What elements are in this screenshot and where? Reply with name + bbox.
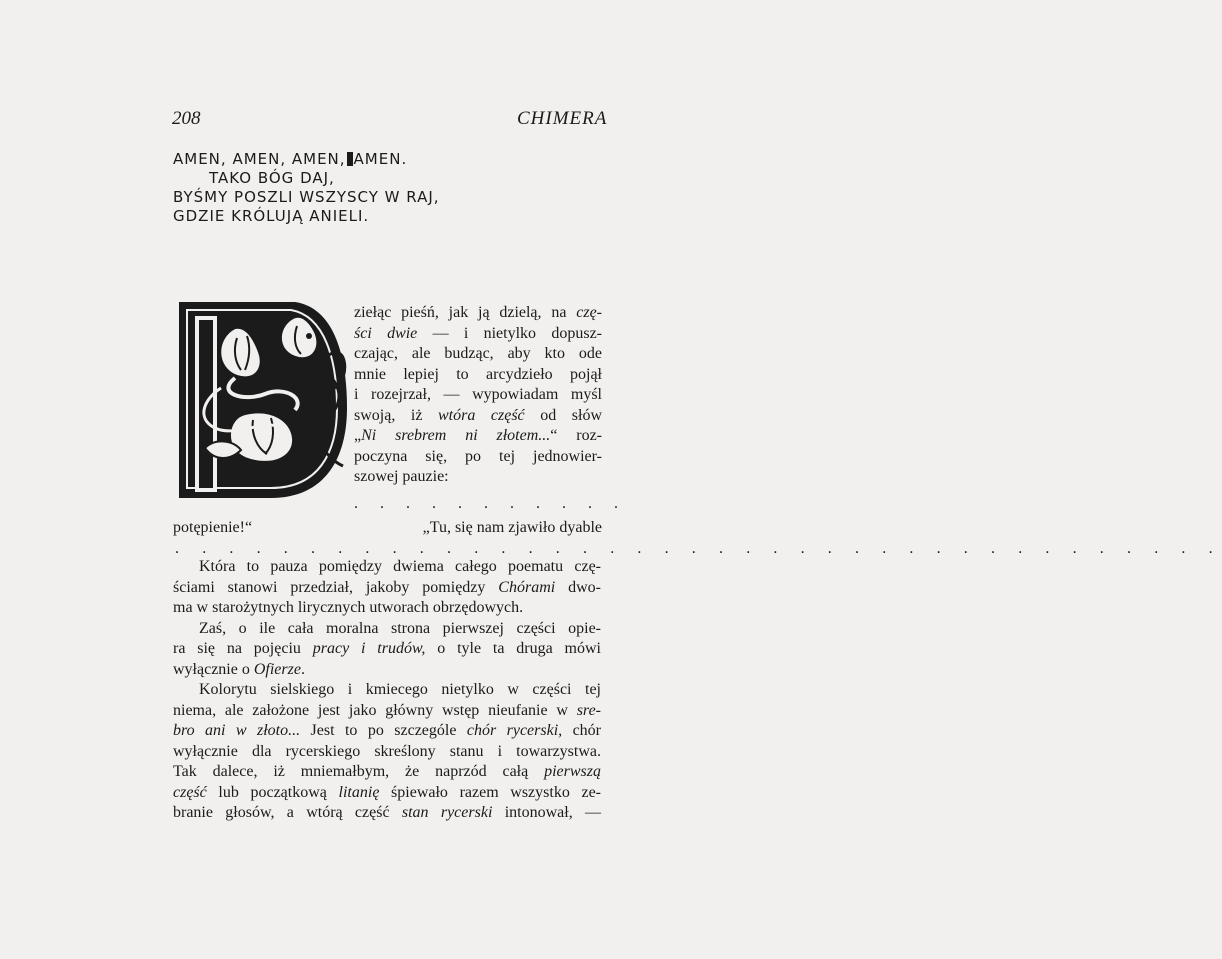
text-span: ściami stanowi przedział, jakoby pomiędzy [173,578,499,596]
quote-line: „Tu, się nam zjawiło dyable [422,519,602,536]
text-line [173,803,601,824]
text-line: Która to pauza pomiędzy dwiema całego poematu czę- [199,558,601,575]
text-span: lub początkową [206,783,339,801]
text-span: chór [562,722,602,739]
text-span: — i nietylko dopusz- [417,324,602,342]
italic-span: Chórami [498,578,556,596]
body-paragraphs [173,557,601,824]
italic-span: czę- [576,304,602,321]
italic-span: litanię [338,783,380,801]
text-span: wyłącznie o [173,660,254,678]
text-line: Zaś, o ile cała moralna strona pierwszej części opie- [199,619,601,637]
text-line: i rozejrzał, — wypowiadam myśl [354,386,602,403]
italic-span: bro ani w złoto... [173,722,301,739]
italic-span: pierwszą [544,763,601,780]
poem-line-3: BYŚMY POSZLI WSZYSCY W RAJ, [173,188,440,206]
text-line [173,721,601,742]
text-span: śpiewało razem wszystko ze- [379,783,601,801]
opening-paragraph [354,303,627,539]
poem-line-1-b: AMEN. [353,150,408,168]
text-line [173,701,601,722]
italic-span: stan rycerski [401,804,493,821]
text-span: Tak dalece, iż mniemałbym, że naprzód całą [173,763,545,780]
text-span: „ [354,427,362,444]
text-line [173,578,601,599]
poem-line-4: GDZIE KRÓLUJĄ ANIELI. [173,207,370,225]
text-span: branie głosów, a wtórą część [173,804,402,821]
text-span: “ roz- [550,427,602,444]
italic-span: wtóra część [438,406,525,424]
italic-span: Ofierze [253,660,301,678]
text-span: . [300,660,305,678]
poem-stanza [173,150,440,226]
text-span: od słów [524,406,603,424]
ellipsis-dots: . . . . . . . . . . . [354,494,627,512]
text-span: o tyle ta druga mówi [425,640,602,657]
text-span: swoją, iż [354,406,438,424]
text-span: dwo- [555,578,601,596]
text-line: wyłącznie dla rycerskiego skreślony stanu i towarzystwa. [173,742,601,760]
text-line [354,406,602,427]
running-title: CHIMERA [517,108,608,129]
text-line [354,303,602,324]
text-span: intonował, — [492,804,601,821]
poem-line-1 [173,150,440,169]
text-line [173,660,601,681]
italic-span: sre- [576,701,601,719]
text-line [354,426,602,447]
text-line: poczyna się, po tej jednowier- [354,447,602,465]
page-number: 208 [172,108,201,129]
italic-span: Ni srebrem ni złotem... [361,427,551,444]
italic-span: chór rycerski, [466,722,563,739]
text-line [354,324,602,345]
text-line [173,783,601,804]
italic-span: część [173,783,207,801]
text-span: niema, ale założone jest jako główny wstęp nieufanie w [173,701,577,719]
text-span: Jest to po szczególe [300,722,467,739]
text-line [173,639,601,660]
italic-span: ści dwie [354,324,418,342]
text-span: ra się na pojęciu [173,640,313,657]
text-span: ziełąc pieśń, jak ją dzielą, na [354,304,577,321]
text-line: czając, ale budząc, aby kto ode [354,345,602,362]
quote-continuation: potępienie!“ [173,519,253,536]
text-line: mnie lepiej to arcydzieło pojął [354,365,602,383]
poem-line-1-a: AMEN, AMEN, AMEN, [173,150,346,168]
poem-line-2: TAKO BÓG DAJ, [209,169,335,187]
text-line: szowej pauzie: [354,468,449,485]
ellipsis-dots-full: . . . . . . . . . . . . . . . . . . . . . . . . . . . . . . . . . . . . . . . [175,540,1222,557]
italic-span: pracy i trudów, [312,640,426,657]
ornamental-initial-icon [175,298,351,502]
text-line: Kolorytu sielskiego i kmiecego nietylko w części tej [199,681,601,698]
text-line: ma w starożytnych lirycznych utworach obrzędowych. [173,599,524,616]
separator-mark-icon [347,152,353,166]
text-line [173,762,601,783]
